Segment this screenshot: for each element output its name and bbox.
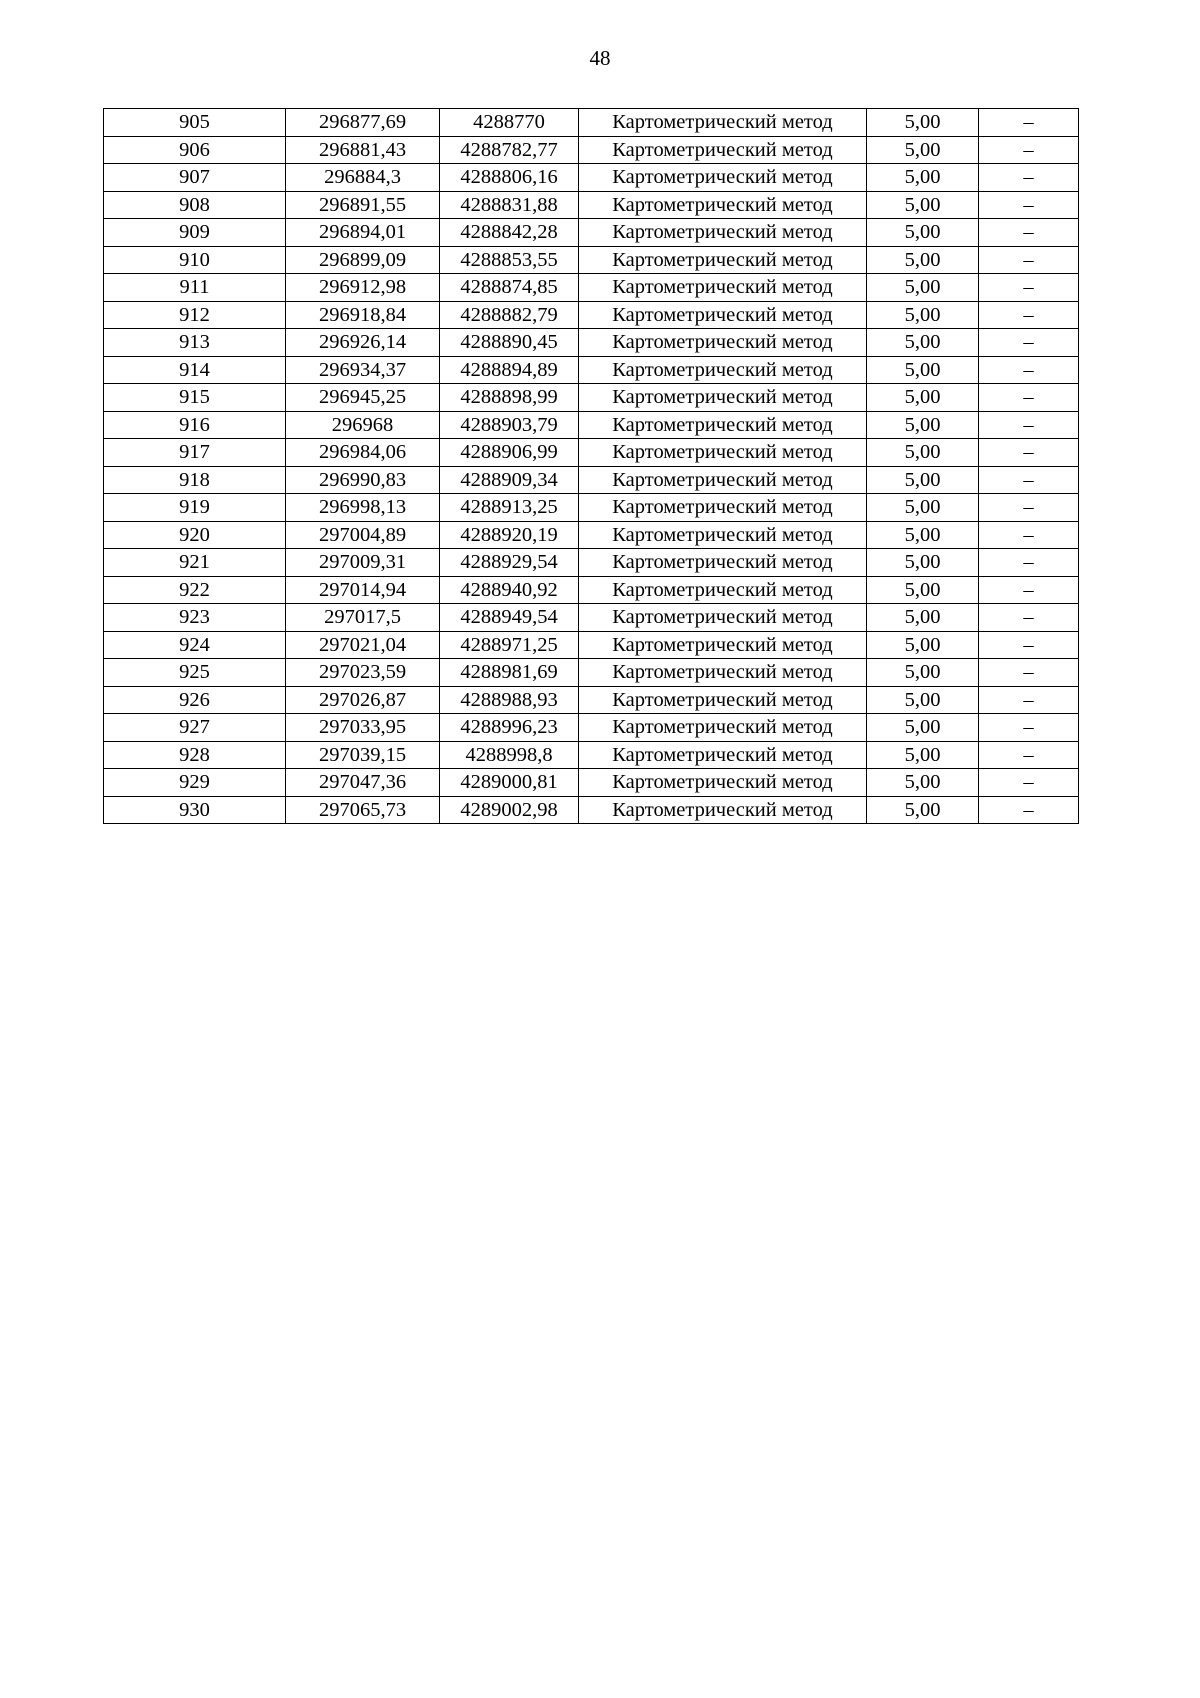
description-cell: – [979,356,1079,384]
y-coordinate-cell: 4288890,45 [440,329,579,357]
accuracy-cell: 5,00 [867,521,979,549]
table-row [104,686,1079,714]
description-cell: – [979,741,1079,769]
accuracy-cell: 5,00 [867,714,979,742]
y-coordinate-cell: 4288998,8 [440,741,579,769]
x-coordinate-cell: 297033,95 [286,714,440,742]
table-row [104,191,1079,219]
x-coordinate-cell: 296984,06 [286,439,440,467]
accuracy-cell: 5,00 [867,466,979,494]
x-coordinate-cell: 296912,98 [286,274,440,302]
accuracy-cell: 5,00 [867,631,979,659]
accuracy-cell: 5,00 [867,384,979,412]
accuracy-cell: 5,00 [867,439,979,467]
table-row [104,219,1079,247]
y-coordinate-cell: 4289000,81 [440,769,579,797]
accuracy-cell: 5,00 [867,109,979,137]
table-row [104,521,1079,549]
x-coordinate-cell: 296884,3 [286,164,440,192]
point-number-cell: 924 [104,631,286,659]
method-cell: Картометрический метод [579,466,867,494]
method-cell: Картометрический метод [579,109,867,137]
method-cell: Картометрический метод [579,521,867,549]
point-number-cell: 917 [104,439,286,467]
method-cell: Картометрический метод [579,659,867,687]
x-coordinate-cell: 296891,55 [286,191,440,219]
method-cell: Картометрический метод [579,796,867,824]
method-cell: Картометрический метод [579,439,867,467]
y-coordinate-cell: 4288782,77 [440,136,579,164]
table-row [104,576,1079,604]
accuracy-cell: 5,00 [867,411,979,439]
x-coordinate-cell: 297023,59 [286,659,440,687]
table-row [104,246,1079,274]
y-coordinate-cell: 4288882,79 [440,301,579,329]
description-cell: – [979,191,1079,219]
table-row [104,631,1079,659]
table-row [104,494,1079,522]
y-coordinate-cell: 4288981,69 [440,659,579,687]
accuracy-cell: 5,00 [867,769,979,797]
point-number-cell: 912 [104,301,286,329]
x-coordinate-cell: 296894,01 [286,219,440,247]
method-cell: Картометрический метод [579,604,867,632]
method-cell: Картометрический метод [579,191,867,219]
table-row [104,796,1079,824]
point-number-cell: 916 [104,411,286,439]
description-cell: – [979,521,1079,549]
y-coordinate-cell: 4288831,88 [440,191,579,219]
description-cell: – [979,549,1079,577]
method-cell: Картометрический метод [579,356,867,384]
method-cell: Картометрический метод [579,164,867,192]
description-cell: – [979,576,1079,604]
accuracy-cell: 5,00 [867,246,979,274]
x-coordinate-cell: 296990,83 [286,466,440,494]
x-coordinate-cell: 296998,13 [286,494,440,522]
x-coordinate-cell: 296877,69 [286,109,440,137]
accuracy-cell: 5,00 [867,219,979,247]
accuracy-cell: 5,00 [867,741,979,769]
accuracy-cell: 5,00 [867,659,979,687]
x-coordinate-cell: 297039,15 [286,741,440,769]
description-cell: – [979,384,1079,412]
table-row [104,741,1079,769]
point-number-cell: 918 [104,466,286,494]
x-coordinate-cell: 296934,37 [286,356,440,384]
point-number-cell: 926 [104,686,286,714]
description-cell: – [979,604,1079,632]
y-coordinate-cell: 4288971,25 [440,631,579,659]
y-coordinate-cell: 4288988,93 [440,686,579,714]
x-coordinate-cell: 297009,31 [286,549,440,577]
method-cell: Картометрический метод [579,686,867,714]
accuracy-cell: 5,00 [867,604,979,632]
accuracy-cell: 5,00 [867,356,979,384]
description-cell: – [979,631,1079,659]
y-coordinate-cell: 4288903,79 [440,411,579,439]
point-number-cell: 929 [104,769,286,797]
x-coordinate-cell: 296945,25 [286,384,440,412]
table-row [104,301,1079,329]
accuracy-cell: 5,00 [867,329,979,357]
x-coordinate-cell: 297021,04 [286,631,440,659]
method-cell: Картометрический метод [579,219,867,247]
x-coordinate-cell: 296968 [286,411,440,439]
method-cell: Картометрический метод [579,301,867,329]
accuracy-cell: 5,00 [867,576,979,604]
description-cell: – [979,246,1079,274]
x-coordinate-cell: 296926,14 [286,329,440,357]
point-number-cell: 919 [104,494,286,522]
table-row [104,164,1079,192]
table-row [104,356,1079,384]
method-cell: Картометрический метод [579,274,867,302]
method-cell: Картометрический метод [579,329,867,357]
description-cell: – [979,714,1079,742]
table-row [104,329,1079,357]
y-coordinate-cell: 4288929,54 [440,549,579,577]
y-coordinate-cell: 4288770 [440,109,579,137]
method-cell: Картометрический метод [579,576,867,604]
point-number-cell: 922 [104,576,286,604]
point-number-cell: 921 [104,549,286,577]
point-number-cell: 923 [104,604,286,632]
accuracy-cell: 5,00 [867,274,979,302]
x-coordinate-cell: 297004,89 [286,521,440,549]
method-cell: Картометрический метод [579,246,867,274]
y-coordinate-cell: 4288806,16 [440,164,579,192]
accuracy-cell: 5,00 [867,301,979,329]
method-cell: Картометрический метод [579,384,867,412]
table-row [104,604,1079,632]
description-cell: – [979,686,1079,714]
table-row [104,714,1079,742]
y-coordinate-cell: 4288940,92 [440,576,579,604]
point-number-cell: 906 [104,136,286,164]
point-number-cell: 905 [104,109,286,137]
point-number-cell: 908 [104,191,286,219]
y-coordinate-cell: 4288920,19 [440,521,579,549]
y-coordinate-cell: 4288996,23 [440,714,579,742]
y-coordinate-cell: 4288898,99 [440,384,579,412]
y-coordinate-cell: 4288906,99 [440,439,579,467]
description-cell: – [979,466,1079,494]
accuracy-cell: 5,00 [867,164,979,192]
table-row [104,411,1079,439]
coordinates-table [103,108,1079,824]
accuracy-cell: 5,00 [867,796,979,824]
y-coordinate-cell: 4288949,54 [440,604,579,632]
y-coordinate-cell: 4288874,85 [440,274,579,302]
y-coordinate-cell: 4288842,28 [440,219,579,247]
point-number-cell: 907 [104,164,286,192]
x-coordinate-cell: 296918,84 [286,301,440,329]
y-coordinate-cell: 4288853,55 [440,246,579,274]
description-cell: – [979,274,1079,302]
page-number: 48 [589,46,611,70]
x-coordinate-cell: 297017,5 [286,604,440,632]
accuracy-cell: 5,00 [867,686,979,714]
method-cell: Картометрический метод [579,741,867,769]
table-row [104,659,1079,687]
table-row [104,769,1079,797]
point-number-cell: 927 [104,714,286,742]
point-number-cell: 930 [104,796,286,824]
description-cell: – [979,329,1079,357]
point-number-cell: 915 [104,384,286,412]
method-cell: Картометрический метод [579,714,867,742]
description-cell: – [979,659,1079,687]
accuracy-cell: 5,00 [867,136,979,164]
description-cell: – [979,219,1079,247]
point-number-cell: 909 [104,219,286,247]
table-row [104,466,1079,494]
description-cell: – [979,411,1079,439]
accuracy-cell: 5,00 [867,494,979,522]
table-row [104,109,1079,137]
description-cell: – [979,494,1079,522]
point-number-cell: 920 [104,521,286,549]
method-cell: Картометрический метод [579,411,867,439]
table-row [104,384,1079,412]
table-row [104,136,1079,164]
y-coordinate-cell: 4289002,98 [440,796,579,824]
table-row [104,274,1079,302]
point-number-cell: 911 [104,274,286,302]
description-cell: – [979,164,1079,192]
accuracy-cell: 5,00 [867,191,979,219]
point-number-cell: 913 [104,329,286,357]
description-cell: – [979,769,1079,797]
x-coordinate-cell: 297014,94 [286,576,440,604]
method-cell: Картометрический метод [579,549,867,577]
x-coordinate-cell: 297047,36 [286,769,440,797]
method-cell: Картометрический метод [579,631,867,659]
y-coordinate-cell: 4288894,89 [440,356,579,384]
x-coordinate-cell: 296881,43 [286,136,440,164]
point-number-cell: 914 [104,356,286,384]
description-cell: – [979,136,1079,164]
x-coordinate-cell: 297026,87 [286,686,440,714]
description-cell: – [979,439,1079,467]
y-coordinate-cell: 4288909,34 [440,466,579,494]
accuracy-cell: 5,00 [867,549,979,577]
method-cell: Картометрический метод [579,769,867,797]
y-coordinate-cell: 4288913,25 [440,494,579,522]
x-coordinate-cell: 296899,09 [286,246,440,274]
description-cell: – [979,796,1079,824]
point-number-cell: 910 [104,246,286,274]
point-number-cell: 928 [104,741,286,769]
method-cell: Картометрический метод [579,494,867,522]
method-cell: Картометрический метод [579,136,867,164]
table-row [104,439,1079,467]
point-number-cell: 925 [104,659,286,687]
table-row [104,549,1079,577]
x-coordinate-cell: 297065,73 [286,796,440,824]
description-cell: – [979,301,1079,329]
coordinates-table-body [104,109,1079,824]
description-cell: – [979,109,1079,137]
